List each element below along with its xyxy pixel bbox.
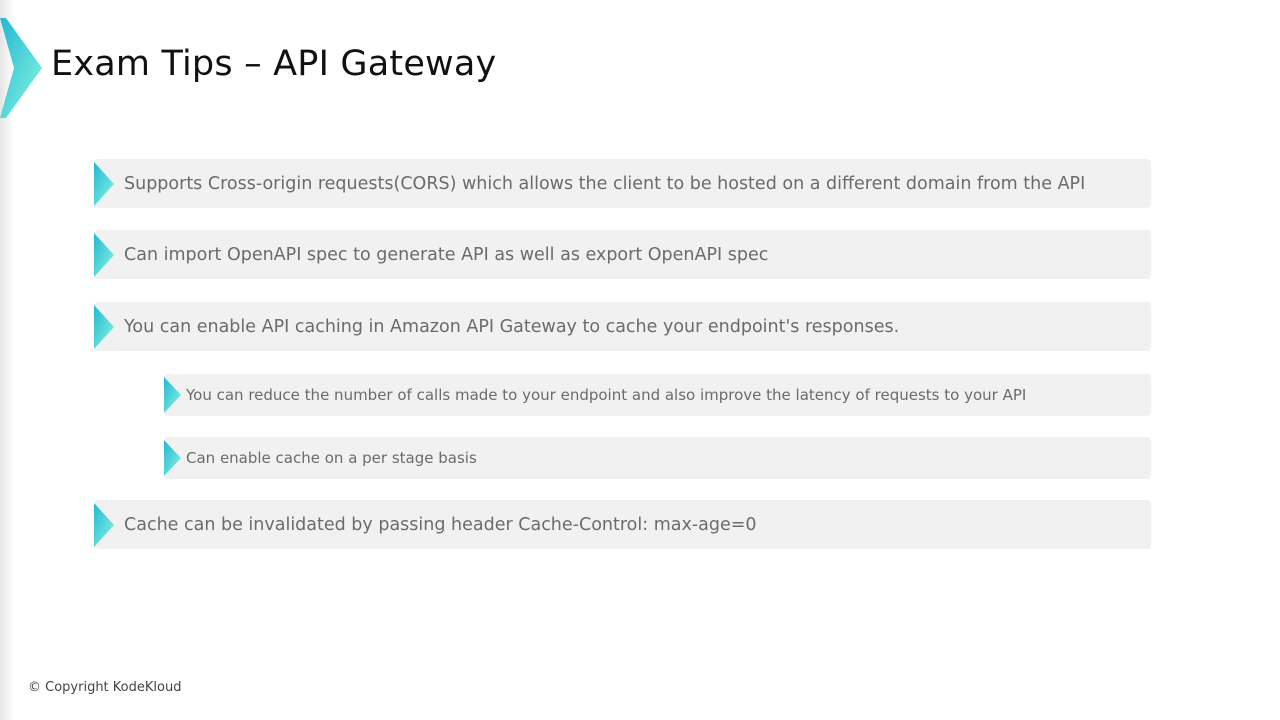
tip-text: Supports Cross-origin requests(CORS) which allows the client to be hosted on a different domain from the API [124,173,1086,194]
slide-title: Exam Tips – API Gateway [51,44,497,84]
bullet-triangle-icon [164,440,181,476]
sub-tip-item-reduce-calls [164,374,1151,416]
bullet-triangle-icon [94,162,114,206]
bullet-triangle-icon [94,305,114,349]
tip-text: Cache can be invalidated by passing header Cache-Control: max-age=0 [124,514,757,535]
tip-item-cors [94,159,1151,208]
tip-item-caching [94,302,1151,351]
tip-item-openapi [94,230,1151,279]
tip-item-invalidate [94,500,1151,549]
corner-chevron-icon [0,18,42,118]
sub-tip-text: You can reduce the number of calls made to your endpoint and also improve the latency of requests to your API [186,386,1027,404]
bullet-triangle-icon [164,377,181,413]
bullet-triangle-icon [94,233,114,277]
tip-text: You can enable API caching in Amazon API Gateway to cache your endpoint's responses. [124,316,900,337]
tip-text: Can import OpenAPI spec to generate API as well as export OpenAPI spec [124,244,769,265]
sub-tip-item-per-stage [164,437,1151,479]
copyright-footer: © Copyright KodeKloud [28,680,182,695]
bullet-triangle-icon [94,503,114,547]
sub-tip-text: Can enable cache on a per stage basis [186,449,477,467]
